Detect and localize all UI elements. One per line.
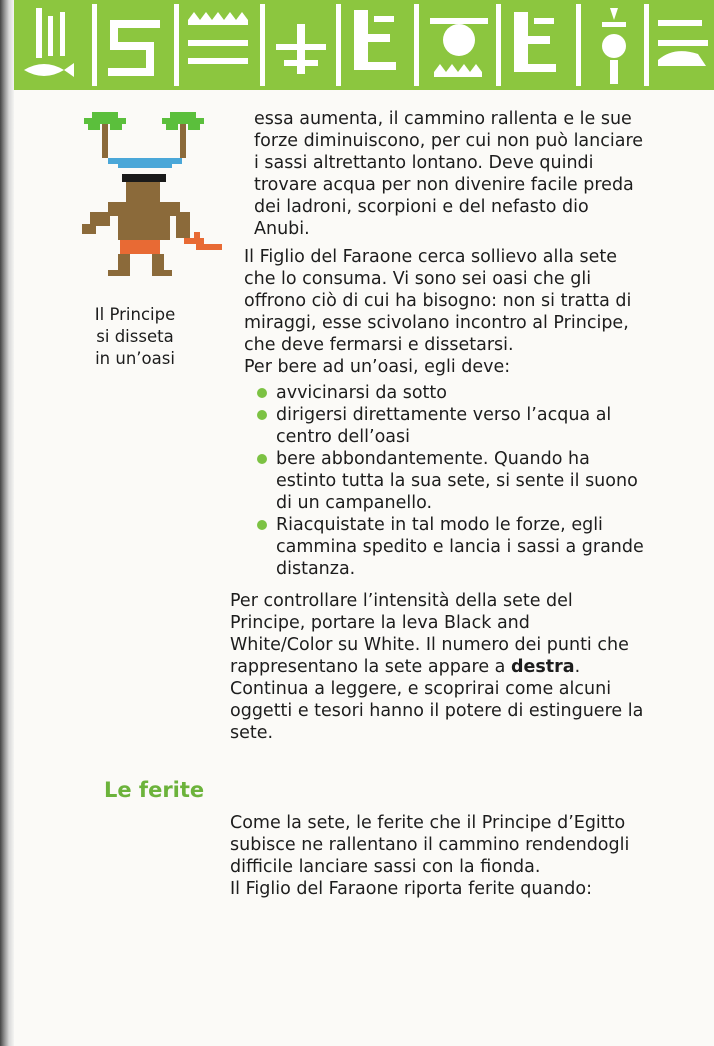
text-line: trovare acqua per non divenire facile preda	[254, 175, 634, 195]
text-line: Il Figlio del Faraone cerca sollievo alla sete	[244, 247, 618, 267]
text-line: distanza.	[276, 559, 356, 579]
text-line: Per controllare l’intensità della sete del	[230, 591, 573, 611]
text-line: Riacquistate in tal modo le forze, egli	[276, 515, 603, 535]
text-line: che lo consuma. Vi sono sei oasi che gli	[244, 269, 592, 289]
paragraph-controllo-sete	[230, 590, 643, 744]
paragraph-sete-intro	[254, 108, 643, 240]
caption-line: si disseta	[96, 327, 174, 346]
paragraph-ferite	[230, 812, 629, 900]
text-line: White/Color su White. Il numero dei punti che	[230, 635, 629, 655]
text-line: di un campanello.	[276, 493, 433, 513]
text-line: bere abbondantemente. Quando ha	[276, 449, 590, 469]
text-line: che deve fermarsi e dissetarsi.	[244, 335, 514, 355]
list-item	[254, 382, 644, 404]
hieroglyph-banner	[14, 0, 714, 90]
bullet-dot-icon	[257, 388, 267, 398]
list-item	[254, 404, 644, 448]
text-line: offrono ciò di cui ha bisogno: non si tratta di	[244, 291, 632, 311]
prince-drinking-figure	[78, 108, 224, 278]
text-line	[230, 656, 643, 678]
text-line: dirigersi direttamente verso l’acqua al	[276, 405, 612, 425]
bullet-dot-icon	[257, 520, 267, 530]
bullet-dot-icon	[257, 454, 267, 464]
text-line: miraggi, esse scivolano incontro al Principe,	[244, 313, 629, 333]
text-line: estinto tutta la sua sete, si sente il suono	[276, 471, 638, 491]
text-line: avvicinarsi da sotto	[276, 383, 447, 403]
text-line: subisce ne rallentano il cammino rendendogli	[230, 835, 630, 855]
text-line: Il Figlio del Faraone riporta ferite quando:	[230, 879, 592, 899]
text-line: essa aumenta, il cammino rallenta e le sue	[254, 109, 632, 129]
bullet-list	[254, 382, 644, 580]
text-line: oggetti e tesori hanno il potere di estinguere la	[230, 701, 644, 721]
text-line: Continua a leggere, e scoprirai come alcuni	[230, 679, 612, 699]
list-item	[254, 514, 644, 580]
oasis-water-icon	[108, 158, 182, 164]
text-line: Per bere ad un’oasi, egli deve:	[244, 357, 511, 377]
text-line: forze diminuiscono, per cui non può lanciare	[254, 131, 644, 151]
text-line: cammina spedito e lancia i sassi a grande	[276, 537, 644, 557]
flower-glyph-icon	[602, 34, 626, 58]
section-heading-ferite: Le ferite	[104, 778, 205, 802]
caption-line: in un’oasi	[95, 349, 175, 368]
sun-disk-glyph-icon	[443, 24, 475, 56]
caption-line: Il Principe	[94, 305, 176, 324]
text-line: i sassi altrettanto lontano. Deve quindi	[254, 153, 594, 173]
text-line: centro dell’oasi	[276, 427, 410, 447]
list-item	[254, 448, 644, 514]
palm-tree-right-icon	[162, 112, 204, 158]
text-line: Principe, portare la leva Black and	[230, 613, 530, 633]
text-run: .	[574, 657, 581, 677]
book-spine	[0, 0, 14, 1046]
text-run: rappresentano la sete appare a	[230, 657, 511, 677]
reed-glyph-icon	[36, 8, 42, 58]
bold-word: destra	[510, 657, 575, 677]
bullet-dot-icon	[257, 410, 267, 420]
text-line: Anubi.	[254, 219, 310, 239]
text-line: Come la sete, le ferite che il Principe d’Egitto	[230, 813, 626, 833]
text-line: sete.	[230, 723, 274, 743]
text-line: dei ladroni, scorpioni e del nefasto dio	[254, 197, 589, 217]
text-line: difficile lanciare sassi con la fionda.	[230, 857, 541, 877]
paragraph-oasi	[244, 246, 631, 378]
palm-tree-left-icon	[84, 112, 126, 158]
figure-caption	[70, 304, 200, 370]
